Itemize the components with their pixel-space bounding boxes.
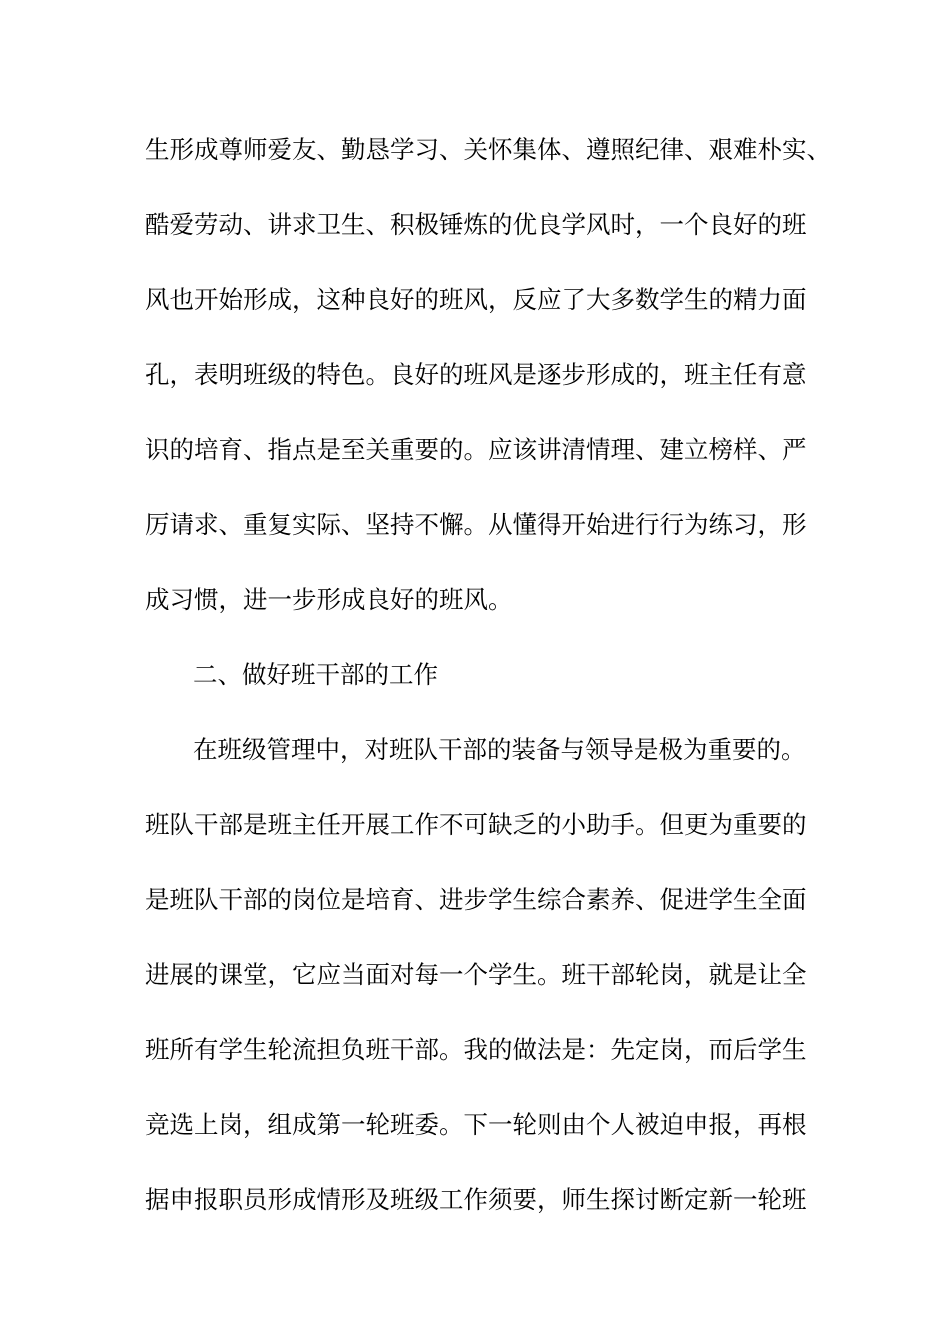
section-heading: 二、做好班干部的工作 bbox=[193, 660, 438, 689]
paragraph-line: 酷爱劳动、讲求卫生、积极锤炼的优良学风时，一个良好的班 bbox=[145, 210, 807, 239]
paragraph-line: 竞选上岗，组成第一轮班委。下一轮则由个人被迫申报，再根 bbox=[145, 1110, 807, 1139]
paragraph-line: 在班级管理中，对班队干部的装备与领导是极为重要的。 bbox=[193, 735, 806, 764]
paragraph-line: 进展的课堂，它应当面对每一个学生。班干部轮岗，就是让全 bbox=[145, 960, 807, 989]
paragraph-line: 成习惯，进一步形成良好的班风。 bbox=[145, 585, 513, 614]
paragraph-line: 据申报职员形成情形及班级工作须要，师生探讨断定新一轮班 bbox=[145, 1185, 807, 1214]
paragraph-line: 班队干部是班主任开展工作不可缺乏的小助手。但更为重要的 bbox=[145, 810, 807, 839]
paragraph-line: 班所有学生轮流担负班干部。我的做法是：先定岗，而后学生 bbox=[145, 1035, 807, 1064]
paragraph-line: 厉请求、重复实际、坚持不懈。从懂得开始进行行为练习，形 bbox=[145, 510, 807, 539]
paragraph-line: 识的培育、指点是至关重要的。应该讲清情理、建立榜样、严 bbox=[145, 435, 807, 464]
paragraph-line: 生形成尊师爱友、勤恳学习、关怀集体、遵照纪律、艰难朴实、 bbox=[145, 135, 831, 164]
paragraph-line: 是班队干部的岗位是培育、进步学生综合素养、促进学生全面 bbox=[145, 885, 807, 914]
paragraph-line: 孔，表明班级的特色。良好的班风是逐步形成的，班主任有意 bbox=[145, 360, 807, 389]
paragraph-line: 风也开始形成，这种良好的班风，反应了大多数学生的精力面 bbox=[145, 285, 807, 314]
